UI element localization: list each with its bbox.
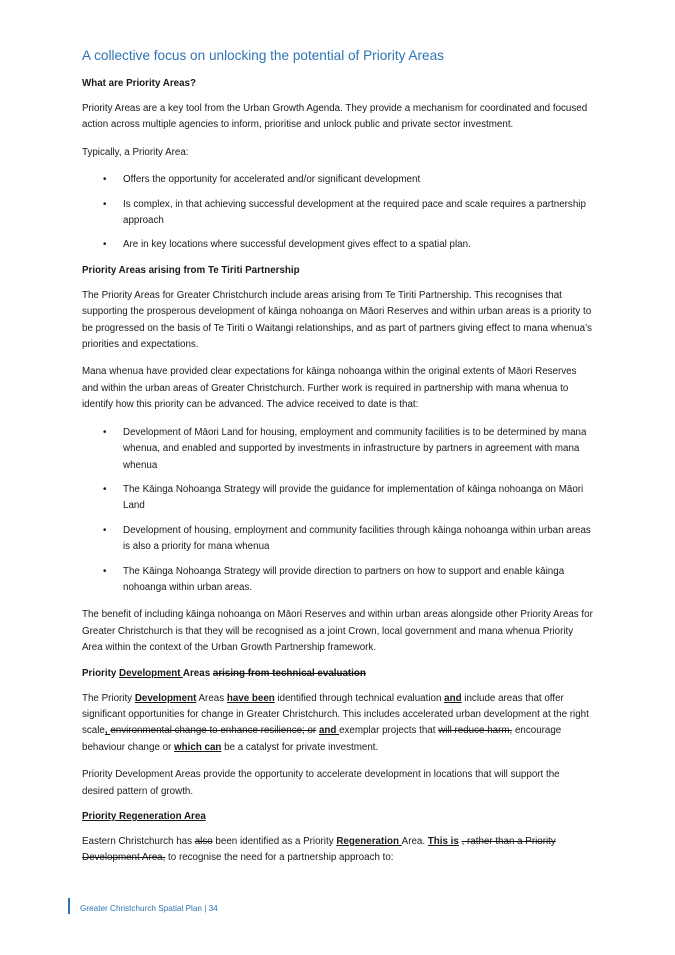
section-heading-te-tiriti-partnership: Priority Areas arising from Te Tiriti Partnership — [82, 264, 300, 276]
bullet-icon: • — [103, 565, 107, 577]
list-item: • Offers the opportunity for accelerated and/or significant development — [82, 172, 594, 188]
page-title: A collective focus on unlocking the potential of Priority Areas — [82, 48, 444, 63]
paragraph: Priority Development Areas provide the opportunity to accelerate development in locations that will support the desired pattern of growth. — [82, 769, 560, 797]
bullet-list — [82, 172, 594, 254]
paragraph: Mana whenua have provided clear expectations for kāinga nohoanga within the original extents of Māori Reserves and within the urban areas of Greater Christchurch. Further work is required in partnership with mana whenua to identify how this priority can be advanced. The advice received to date is that: — [82, 366, 577, 411]
paragraph-tracked-changes: Eastern Christchurch has also been identified as a Priority Regeneration Area. This is , rather than a Priority Development Area, to recognise the need for a partnership approach to: — [82, 836, 556, 864]
paragraph: The benefit of including kāinga nohoanga on Māori Reserves and within urban areas alongside other Priority Areas for Greater Christchurch is that they will be recognised as a joint Crown, local government and mana whenua Priority Area within the context of the Urban Growth Partnership framework. — [82, 609, 593, 654]
list-item: • The Kāinga Nohoanga Strategy will provide the guidance for implementation of kāinga nohoanga on Māori Land — [103, 483, 584, 512]
section-heading-priority-regeneration-area: Priority Regeneration Area — [82, 811, 206, 822]
paragraph-tracked-changes: The Priority Development Areas have been identified through technical evaluation and include areas that offer significant opportunities for change in Greater Christchurch. This includes accelerated urban development at the right scale, environmental change to enhance resilience; or and exemplar projects that will reduce harm, encourage behaviour change or which can be a catalyst for private investment. — [82, 692, 589, 753]
bullet-icon: • — [103, 426, 107, 438]
list-item: • Is complex, in that achieving successful development at the required pace and scale requires a partnership approach — [103, 198, 586, 227]
paragraph: Typically, a Priority Area: — [82, 146, 189, 158]
section-heading-what-are-priority-areas: What are Priority Areas? — [82, 78, 196, 89]
page-footer: Greater Christchurch Spatial Plan | 34 — [68, 898, 218, 914]
bullet-icon: • — [103, 174, 107, 186]
list-item: • Are in key locations where successful development gives effect to a spatial plan. — [82, 237, 594, 253]
paragraph: The Priority Areas for Greater Christchurch include areas arising from Te Tiriti Partnership. This recognises that supporting the prosperous development of kāinga nohoanga on Māori Reserves and within urban areas is a priority to be progressed on the basis of Te Tiriti o Waitangi relationships, and as part of partners giving effect to mana whenua’s priorities and expectations. — [82, 289, 592, 351]
bullet-list — [82, 425, 594, 597]
section-heading-priority-development-areas: Priority Development Areas arising from technical evaluation — [82, 667, 366, 679]
bullet-icon: • — [103, 483, 107, 495]
list-item: • Development of Māori Land for housing, employment and community facilities is to be determined by mana whenua, and enabled and supported by investments in infrastructure by partners in agreement with mana whenua — [103, 426, 587, 471]
list-item: • The Kāinga Nohoanga Strategy will provide direction to partners on how to support and enable kāinga nohoanga within urban areas. — [103, 565, 565, 593]
paragraph: Priority Areas are a key tool from the Urban Growth Agenda. They provide a mechanism for coordinated and focused action across multiple agencies to inform, prioritise and unlock public and private sector investment. — [82, 103, 588, 131]
list-item: • Development of housing, employment and community facilities through kāinga nohoanga within urban areas is also a priority for mana whenua — [103, 524, 591, 553]
bullet-icon: • — [103, 198, 107, 210]
bullet-icon: • — [103, 524, 107, 536]
document-page — [82, 48, 594, 878]
bullet-icon: • — [103, 239, 107, 251]
